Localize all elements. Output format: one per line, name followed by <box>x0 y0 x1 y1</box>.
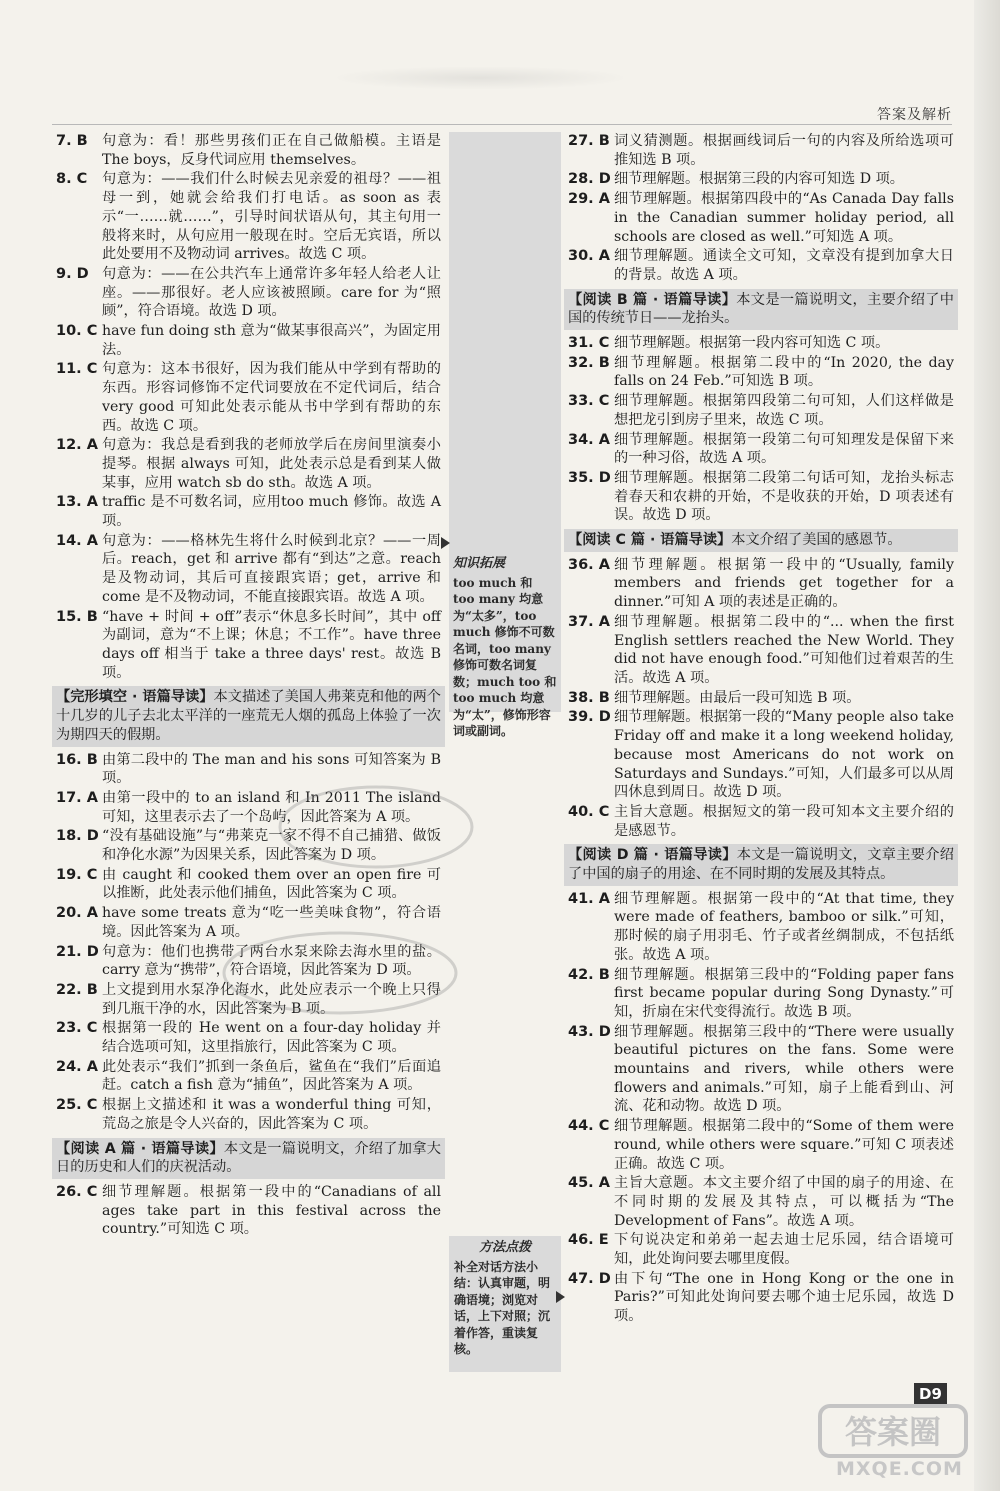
answer-explanation: 主旨大意题。根据短文的第一段可知本文主要介绍的是感恩节。 <box>614 803 954 839</box>
answer-item <box>568 708 954 802</box>
answer-explanation: 细节理解题。根据第四段中的“As Canada Day falls in the Canadian summer holiday period, all schools are closed as well.”可知选 A 项。 <box>614 191 954 245</box>
page-edge <box>974 0 1000 1491</box>
answer-number: 44. C <box>568 1118 610 1135</box>
answer-item <box>568 431 954 468</box>
knowledge-text: too much 和 too many 均意为“太多”，too much 修饰不可数名词，too many 修饰可数名词复数；much too 和 too much 均意为“太”，修饰形容词或副词。 <box>453 575 557 738</box>
reading-b-item-list <box>568 334 954 525</box>
answer-explanation: 由第一段中的 to an island 和 In 2011 The island 可知，这里表示去了一个岛屿，因此答案为 A 项。 <box>102 789 441 825</box>
answer-number: 20. A <box>56 905 98 922</box>
reading-c-item-list <box>568 556 954 841</box>
answer-explanation: 根据第一段的 He went on a four-day holiday 并结合选项可知，这里指旅行，因此答案为 C 项。 <box>102 1020 441 1056</box>
answer-item <box>56 493 441 530</box>
cloze-guide-label: 【完形填空 · 语篇导读】 <box>56 689 214 706</box>
reading-c-guide-label: 【阅读 C 篇 · 语篇导读】 <box>568 532 732 549</box>
answer-explanation: 细节理解题。根据第二段中的“Some of them were round, while others were square.”可知 C 项表述正确。故选 C 项。 <box>614 1118 954 1172</box>
answer-number: 38. B <box>568 689 610 706</box>
answer-item <box>568 354 954 391</box>
answer-number: 47. D <box>568 1270 611 1287</box>
answer-explanation: 细节理解题。根据第四段第二句可知，人们这样做是想把龙引到房子里来，故选 C 项。 <box>614 393 954 428</box>
answer-item <box>568 1117 954 1173</box>
answer-explanation: 细节理解题。根据第一段中的“Canadians of all ages take part in this festival across the country.”可知选 C 项。 <box>102 1183 441 1238</box>
answer-explanation: 句意为：——格林先生将什么时候到北京？——一周后。reach，get 和 arrive 都有“到达”之意。reach 是及物动词，其后可直接跟宾语；get，arrive 和 come 是不及物动词，不能直接跟宾语。故选 A 项。 <box>102 532 441 605</box>
answer-explanation: “没有基础设施”与“弗莱克一家不得不自己捕猎、做饭和净化水源”为因果关系，因此答案为 D 项。 <box>102 828 441 864</box>
answer-explanation: 细节理解题。根据第一段第二句可知理发是保留下来的一种习俗，故选 A 项。 <box>614 431 954 467</box>
cloze-guide-text: 本文描述了美国人弗莱克和他的两个十几岁的儿子去北太平洋的一座荒无人烟的孤岛上体验了一次为期四天的假期。 <box>56 689 441 743</box>
answer-explanation: 细节理解题。根据第一段中的“Usually, family members and friends get together for a dinner.”可知 A 项的表述是正确的。 <box>614 556 954 611</box>
answer-number: 31. C <box>568 335 610 352</box>
watermark-logo-text: 答案圈 <box>844 1413 942 1451</box>
watermark-logo-icon <box>818 1402 968 1460</box>
answer-number: 19. C <box>56 866 98 883</box>
header-rule <box>52 124 952 125</box>
page-number: D9 <box>914 1383 947 1405</box>
answer-number: 40. C <box>568 803 610 820</box>
answer-item <box>568 469 954 525</box>
answer-number: 11. C <box>56 361 98 378</box>
answer-explanation: 细节理解题。根据第三段中的“There were usually beautiful pictures on the fans. Some were mountains and rivers, while others were flowers and animals.”可知，扇子上能看到山、河流、花和动物。故选 D 项。 <box>614 1023 954 1115</box>
answer-item <box>568 966 954 1022</box>
answer-item <box>568 890 954 965</box>
reading-d-guide-text: 本文是一篇说明文，文章主要介绍了中国的扇子的用途、在不同时期的发展及其特点。 <box>568 847 954 883</box>
answer-number: 9. D <box>56 265 89 282</box>
answer-explanation: 句意为：——在公共汽车上通常许多年轻人给老人让座。——那很好。老人应该被照顾。care for 为“照顾”，符合语境。故选 D 项。 <box>102 265 441 320</box>
reading-b-guide-text: 本文是一篇说明文，主要介绍了中国的传统节日——龙抬头。 <box>568 291 954 327</box>
answer-item <box>56 1096 441 1133</box>
answer-number: 14. A <box>56 532 98 549</box>
answer-explanation: 细节理解题。根据第二段中的“... when the first English settlers reached the New World. They did not have enough food.”可知他们过着艰苦的生活。故选 A 项。 <box>614 613 954 686</box>
watermark-url: MXQE.COM <box>836 1458 963 1480</box>
answer-item <box>568 1231 954 1268</box>
answer-explanation: 此处表示“我们”抓到一条鱼后，鲨鱼在“我们”后面追赶。catch a fish 意为“捕鱼”，因此答案为 A 项。 <box>102 1058 441 1094</box>
answer-explanation: 句意为：他们也携带了两台水泵来除去海水里的盐。carry 意为“携带”，符合语境，因此答案为 D 项。 <box>102 943 441 979</box>
reading-d-guide <box>564 844 958 885</box>
cloze-guide <box>52 686 445 746</box>
answer-number: 7. B <box>56 133 88 149</box>
answer-explanation: “have + 时间 + off”表示“休息多长时间”，其中 off 为副词，意为“不上课；休息；不工作”。have three days off 相当于 take a three days' rest。故选 B 项。 <box>102 608 441 681</box>
answer-number: 22. B <box>56 981 98 998</box>
answer-item <box>56 608 441 683</box>
answer-explanation: 由第二段中的 The man and his sons 可知答案为 B 项。 <box>102 751 441 787</box>
answer-item <box>568 1023 954 1117</box>
answer-number: 29. A <box>568 191 610 208</box>
answer-item <box>568 689 954 708</box>
answer-item <box>568 170 954 189</box>
answer-item <box>56 436 441 492</box>
reading-d-item-list <box>568 890 954 1326</box>
reading-c-guide <box>564 529 958 552</box>
answer-item <box>56 532 441 607</box>
answer-item <box>568 392 954 429</box>
answer-item <box>56 1019 441 1056</box>
answer-number: 25. C <box>56 1097 98 1114</box>
answer-item <box>568 334 954 353</box>
answer-number: 24. A <box>56 1058 98 1075</box>
watermark-stamp-icon <box>220 928 460 1018</box>
answer-item <box>568 1270 954 1326</box>
reading-a-guide-label: 【阅读 A 篇 · 语篇导读】 <box>56 1140 224 1157</box>
method-sidebar <box>449 1236 561 1372</box>
knowledge-box <box>453 556 557 740</box>
answer-number: 13. A <box>56 494 98 511</box>
answer-number: 46. E <box>568 1232 609 1249</box>
reading-b-guide-label: 【阅读 B 篇 · 语篇导读】 <box>568 291 737 308</box>
method-text: 补全对话方法小结：认真审题，明确语境；浏览对话，上下对照；沉着作答，重读复核。 <box>454 1259 551 1356</box>
left-item-list <box>56 132 441 682</box>
answer-explanation: have fun doing sth 意为“做某事很高兴”，为固定用法。 <box>102 323 441 358</box>
answer-number: 34. A <box>568 431 610 448</box>
answer-number: 39. D <box>568 709 611 726</box>
answer-number: 42. B <box>568 966 610 983</box>
watermark-stamp-icon <box>276 782 476 872</box>
answer-explanation: 细节理解题。根据第三段中的“Folding paper fans first became popular during Song Dynasty.”可知，折扇在宋代变得流行。故选 B 项。 <box>614 966 954 1020</box>
answer-item <box>56 1058 441 1095</box>
reading-a-guide-text: 本文是一篇说明文，介绍了加拿大日的历史和人们的庆祝活动。 <box>56 1140 441 1176</box>
answer-item <box>568 1174 954 1230</box>
answer-item <box>56 132 441 169</box>
pointer-arrow-icon <box>441 537 450 549</box>
reading-a-guide <box>52 1138 445 1179</box>
answer-explanation: 主旨大意题。本文主要介绍了中国的扇子的用途、在不同时期的发展及其特点，可以概括为“The Development of Fans”。故选 A 项。 <box>614 1175 954 1229</box>
answer-item <box>568 132 954 169</box>
reading-a-item-list <box>56 1183 441 1239</box>
answer-number: 35. D <box>568 469 611 486</box>
answer-explanation: 细节理解题。根据第二段中的“In 2020, the day falls on 24 Feb.”可知选 B 项。 <box>614 354 954 390</box>
answer-item <box>56 1183 441 1239</box>
answer-number: 37. A <box>568 613 610 630</box>
answer-number: 36. A <box>568 556 610 573</box>
answer-explanation: 句意为：——我们什么时候去见亲爱的祖母？——祖母一到，她就会给我们打电话。as soon as 表示“一……就……”，引导时间状语从句，其主句用一般将来时，从句应用一般现在时。空后无宾语，所以此处要用不及物动词 arrives。故选 C 项。 <box>102 171 441 263</box>
answer-explanation: 细节理解题。根据第一段内容可知选 C 项。 <box>614 335 890 352</box>
reading-b-guide <box>564 289 958 330</box>
right-column <box>568 132 954 1327</box>
answer-number: 32. B <box>568 354 610 371</box>
reading-d-guide-label: 【阅读 D 篇 · 语篇导读】 <box>568 847 737 864</box>
answer-number: 12. A <box>56 437 98 454</box>
answer-number: 30. A <box>568 248 610 265</box>
answer-number: 16. B <box>56 751 98 768</box>
answer-explanation: 词义猜测题。根据画线词后一句的内容及所给选项可推知选 B 项。 <box>614 133 954 168</box>
reading-c-guide-text: 本文介绍了美国的感恩节。 <box>731 532 902 549</box>
answer-explanation: 由 caught 和 cooked them over an open fire 可以推断，此处表示他们捕鱼，因此答案为 C 项。 <box>102 866 441 902</box>
answer-item <box>56 170 441 264</box>
answer-number: 41. A <box>568 890 610 907</box>
answer-item <box>568 803 954 840</box>
answer-item <box>56 322 441 359</box>
answer-item <box>568 613 954 688</box>
answer-explanation: traffic 是不可数名词，应用too much 修饰。故选 A 项。 <box>102 494 441 530</box>
answer-explanation: 细节理解题。根据第一段中的“At that time, they were made of feathers, bamboo or silk.”可知，那时候的扇子用羽毛、竹子或者丝绸制成，不包括纸张。故选 A 项。 <box>614 890 954 963</box>
answer-explanation: 细节理解题。由最后一段可知选 B 项。 <box>614 689 861 706</box>
answer-number: 23. C <box>56 1020 98 1037</box>
answer-number: 8. C <box>56 171 88 188</box>
answer-number: 33. C <box>568 393 610 410</box>
answer-number: 21. D <box>56 943 99 960</box>
answer-explanation: 句意为：我总是看到我的老师放学后在房间里演奏小提琴。根据 always 可知，此处表示总是看到某人做某事，应用 watch sb do sth。故选 A 项。 <box>102 437 441 491</box>
header-title: 答案及解析 <box>877 107 952 123</box>
right-item-list-a <box>568 132 954 285</box>
answer-explanation: 句意为：这本书很好，因为我们能从中学到有帮助的东西。形容词修饰不定代词要放在不定代词后，结合 very good 可知此处表示能从书中学到有帮助的东西。故选 C 项。 <box>102 361 441 434</box>
answer-explanation: 细节理解题。根据第三段的内容可知选 D 项。 <box>614 171 904 188</box>
pointer-arrow-icon <box>556 1291 565 1303</box>
knowledge-sidebar <box>449 132 561 738</box>
answer-number: 43. D <box>568 1023 611 1040</box>
answer-explanation: 由下句“The one in Hong Kong or the one in Paris?”可知此处询问要去哪个迪士尼乐园，故选 D 项。 <box>614 1270 954 1325</box>
answer-explanation: 细节理解题。根据第一段的“Many people also take Friday off and make it a long weekend holiday, because most Americans do not work on Saturdays and Sundays.”可知，人们最多可以从周四休息到周日。故选 D 项。 <box>614 709 954 801</box>
answer-number: 18. D <box>56 828 99 845</box>
left-column <box>56 132 441 1240</box>
answer-explanation: 句意为：看！那些男孩们正在自己做船模。主语是 The boys，反身代词应用 themselves。 <box>102 133 441 168</box>
answer-explanation: 根据上文描述和 it was a wonderful thing 可知，荒岛之旅是令人兴奋的，因此答案为 C 项。 <box>102 1097 441 1132</box>
answer-number: 27. B <box>568 133 610 149</box>
answer-number: 28. D <box>568 171 611 188</box>
answer-explanation: 下句说决定和弟弟一起去迪士尼乐园，结合语境可知，此处询问要去哪里度假。 <box>614 1232 954 1268</box>
answer-item <box>568 190 954 246</box>
knowledge-title: 知识拓展 <box>453 556 506 571</box>
answer-explanation: have some treats 意为“吃一些美味食物”，符合语境。因此答案为 A 项。 <box>102 905 441 940</box>
answer-explanation: 细节理解题。通读全文可知，文章没有提到加拿大日的背景。故选 A 项。 <box>614 248 954 283</box>
answer-number: 15. B <box>56 608 98 625</box>
answer-item <box>568 556 954 612</box>
answer-item <box>56 360 441 435</box>
answer-explanation: 上文提到用水泵净化海水，此处应表示一个晚上只得到几瓶干净的水，因此答案为 B 项。 <box>102 981 441 1017</box>
answer-number: 45. A <box>568 1175 610 1192</box>
answer-number: 17. A <box>56 789 98 806</box>
answer-explanation: 细节理解题。根据第二段第二句话可知，龙抬头标志着春天和农耕的开始，不是收获的开始，D 项表述有误。故选 D 项。 <box>614 469 954 524</box>
scan-shadow <box>330 66 630 90</box>
answer-number: 26. C <box>56 1183 98 1200</box>
answer-item <box>568 247 954 284</box>
answer-item <box>56 265 441 321</box>
answer-number: 10. C <box>56 323 98 340</box>
method-title: 方法点拨 <box>478 1240 531 1255</box>
